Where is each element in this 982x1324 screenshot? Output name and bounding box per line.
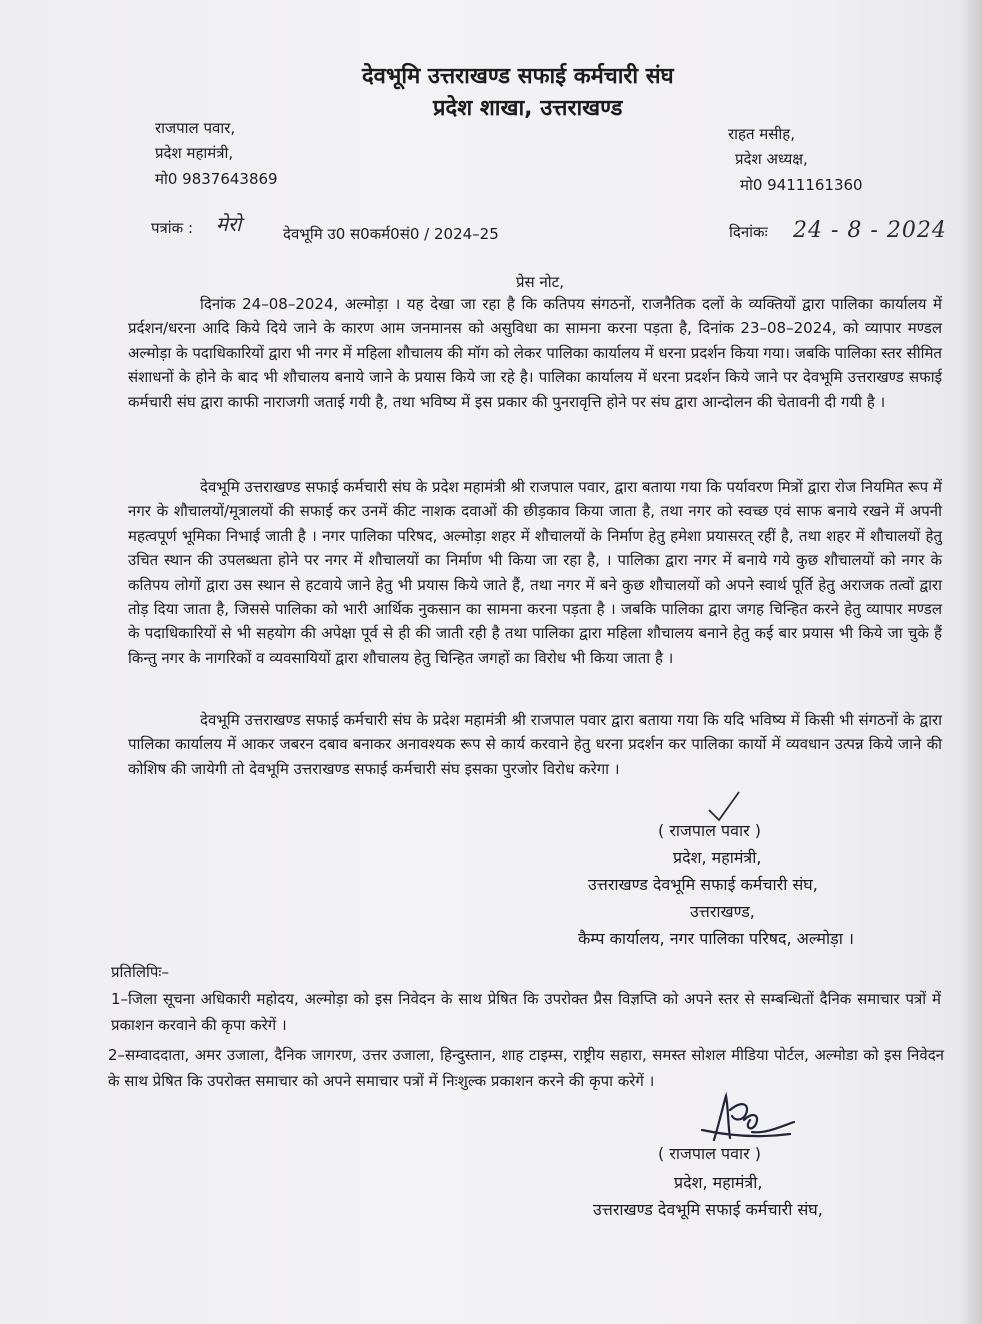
left-contact-designation: प्रदेश महामंत्री, <box>155 144 234 162</box>
right-contact-designation: प्रदेश अध्यक्ष, <box>735 150 808 168</box>
reference-label: पत्रांक : <box>151 219 194 237</box>
left-contact-name: राजपाल पवार, <box>155 119 236 137</box>
left-contact-mobile: मो0 9837643869 <box>155 170 278 188</box>
paragraph-2: देवभूमि उत्तराखण्ड सफाई कर्मचारी संघ के प्रदेश महामंत्री श्री राजपाल पवार, द्वारा बताया गया कि पर्यावरण मित्रों द्वारा रोज नियमित रूप में नगर के शौचालयों/मूत्रालयों की सफाई कर उनमें कीट नाशक दवाओं की छीड़काव किया जाता है, तथा नगर को स्वच्छ एवं साफ बनाये रखने में अपनी महत्वपूर्ण भूमिका निभाई जाती है । नगर पालिका परिषद, अल्मोड़ा शहर में शौचालयों के निर्माण हेतु हमेशा प्रयासरत् रहीं है, तथा शहर में शौचालयों हेतु उचित स्थान की उपलब्धता होने पर नगर में शौचालयों का निर्माण भी किया जा रहा है, । पालिका द्वारा नगर में बनाये गये कुछ शौचालयों को नगर के कतिपय लोगों द्वारा उस स्थान से हटवाये जाने हेतु भी प्रयास किये जाते हैं, तथा नगर में बने कुछ शौचालयों को अपने स्वार्थ पूर्ति हेतु अराजक तत्वों द्वारा तोड़ दिया जाता है, जिससे पालिका को भारी आर्थिक नुकसान का सामना करना पड़ता है । जबकि पालिका द्वारा जगह चिन्हित करने हेतु व्यापार मण्डल के पदाधिकारियों से भी सहयोग की अपेक्षा पूर्व से ही की जाती रही है तथा पालिका द्वारा महिला शौचालय बनाने हेतु कई बार प्रयास भी किये जा चुके हैं किन्तु नगर के नागरिकों व व्यवसायियों द्वारा शौचालय हेतु चिन्हित जगहों का विरोध भी किया जाता है । <box>128 478 942 667</box>
signatory-state-1: उत्तराखण्ड, <box>690 902 755 921</box>
right-contact-mobile: मो0 9411161360 <box>740 176 863 194</box>
signatory-name-1: ( राजपाल पवार ) <box>658 821 762 840</box>
date-value: 24 - 8 - 2024 <box>793 218 947 243</box>
org-name: देवभूमि उत्तराखण्ड सफाई कर्मचारी संघ <box>362 64 674 89</box>
paragraph-1: दिनांक 24–08–2024, अल्मोड़ा । यह देखा जा रहा है कि कतिपय संगठनों, राजनैतिक दलों के व्यक्तियों द्वारा पालिका कार्यालय में प्रर्दशन/धरना आदि किये दिये जाने के कारण आम जनमानस को असुविधा का सामना करना पड़ता है, दिनांक 23–08–2024, को व्यापार मण्डल अल्मोड़ा के पदाधिकारियों द्वारा भी नगर में महिला शौचालय की मॉग को लेकर पालिका कार्यालय में धरना प्रदर्शन किया गया। जबकि पालिका स्तर सीमित संशाधनों के होने के बाद भी शौचालय बनाये जाने के प्रयास किये जा रहे है। पालिका कार्यालय में धरना प्रदर्शन किये जाने पर देवभूमि उत्तराखण्ड सफाई कर्मचारी संघ द्वारा काफी नाराजगी जताई गयी है, तथा भविष्य में इस प्रकार की पुनरावृत्ति होने पर संघ द्वारा आन्दोलन की चेतावनी दी गयी है । <box>128 295 942 411</box>
signatory-designation-2: प्रदेश, महामंत्री, <box>674 1173 763 1192</box>
signatory-office-1: कैम्प कार्यालय, नगर पालिका परिषद, अल्मोड़ा । <box>578 929 854 948</box>
copy-item-1: 1–जिला सूचना अधिकारी महोदय, अल्मोड़ा को इस निवेदन के साथ प्रेषित कि उपरोक्त प्रैस विज्ञप्ति को अपने स्तर से सम्बन्धितों दैनिक समाचार पत्रों में प्रकाशन करवाने की कृपा करेगें । <box>111 990 941 1034</box>
date-label: दिनांकः <box>729 223 768 241</box>
copy-label: प्रतिलिपिः– <box>111 963 169 981</box>
org-branch: प्रदेश शाखा, उत्तराखण्ड <box>433 96 623 121</box>
reference-number: मेरो <box>216 212 242 236</box>
press-note-title: प्रेस नोट, <box>516 273 564 291</box>
reference-code: देवभूमि उ0 स0कर्म0सं0 / 2024–25 <box>283 225 499 243</box>
signatory-designation-1: प्रदेश, महामंत्री, <box>673 848 762 867</box>
copy-item-2: 2–सम्वाददाता, अमर उजाला, दैनिक जागरण, उत्तर उजाला, हिन्दुस्तान, शाह टाइम्स, राष्ट्रीय सहारा, समस्त सोशल मीडिया पोर्टल, अल्मोडा को इस निवेदन के साथ प्रेषित कि उपरोक्त समाचार को अपने समाचार पत्रों में निःशुल्क प्रकाशन करने की कृपा करेगें । <box>108 1046 944 1090</box>
paragraph-3: देवभूमि उत्तराखण्ड सफाई कर्मचारी संघ के प्रदेश महामंत्री श्री राजपाल पवार द्वारा बताया गया कि यदि भविष्य में किसी भी संगठनों के द्वारा पालिका कार्यालय में आकर जबरन दबाव बनाकर अनावश्यक रूप से कार्य करवाने हेतु धरना प्रदर्शन कर पालिका कार्यो में व्यवधान उत्पन्न किये जाने की कोशिष की जायेगी तो देवभूमि उत्तराखण्ड सफाई कर्मचारी संघ इसका पुरजोर विरोध करेगा । <box>128 711 942 778</box>
signatory-organization-1: उत्तराखण्ड देवभूमि सफाई कर्मचारी संघ, <box>588 875 818 894</box>
right-contact-name: राहत मसीह, <box>728 125 796 143</box>
signatory-organization-2: उत्तराखण्ड देवभूमि सफाई कर्मचारी संघ, <box>593 1200 823 1219</box>
signatory-name-2: ( राजपाल पवार ) <box>658 1144 762 1163</box>
page-edge-shadow <box>960 0 982 1324</box>
